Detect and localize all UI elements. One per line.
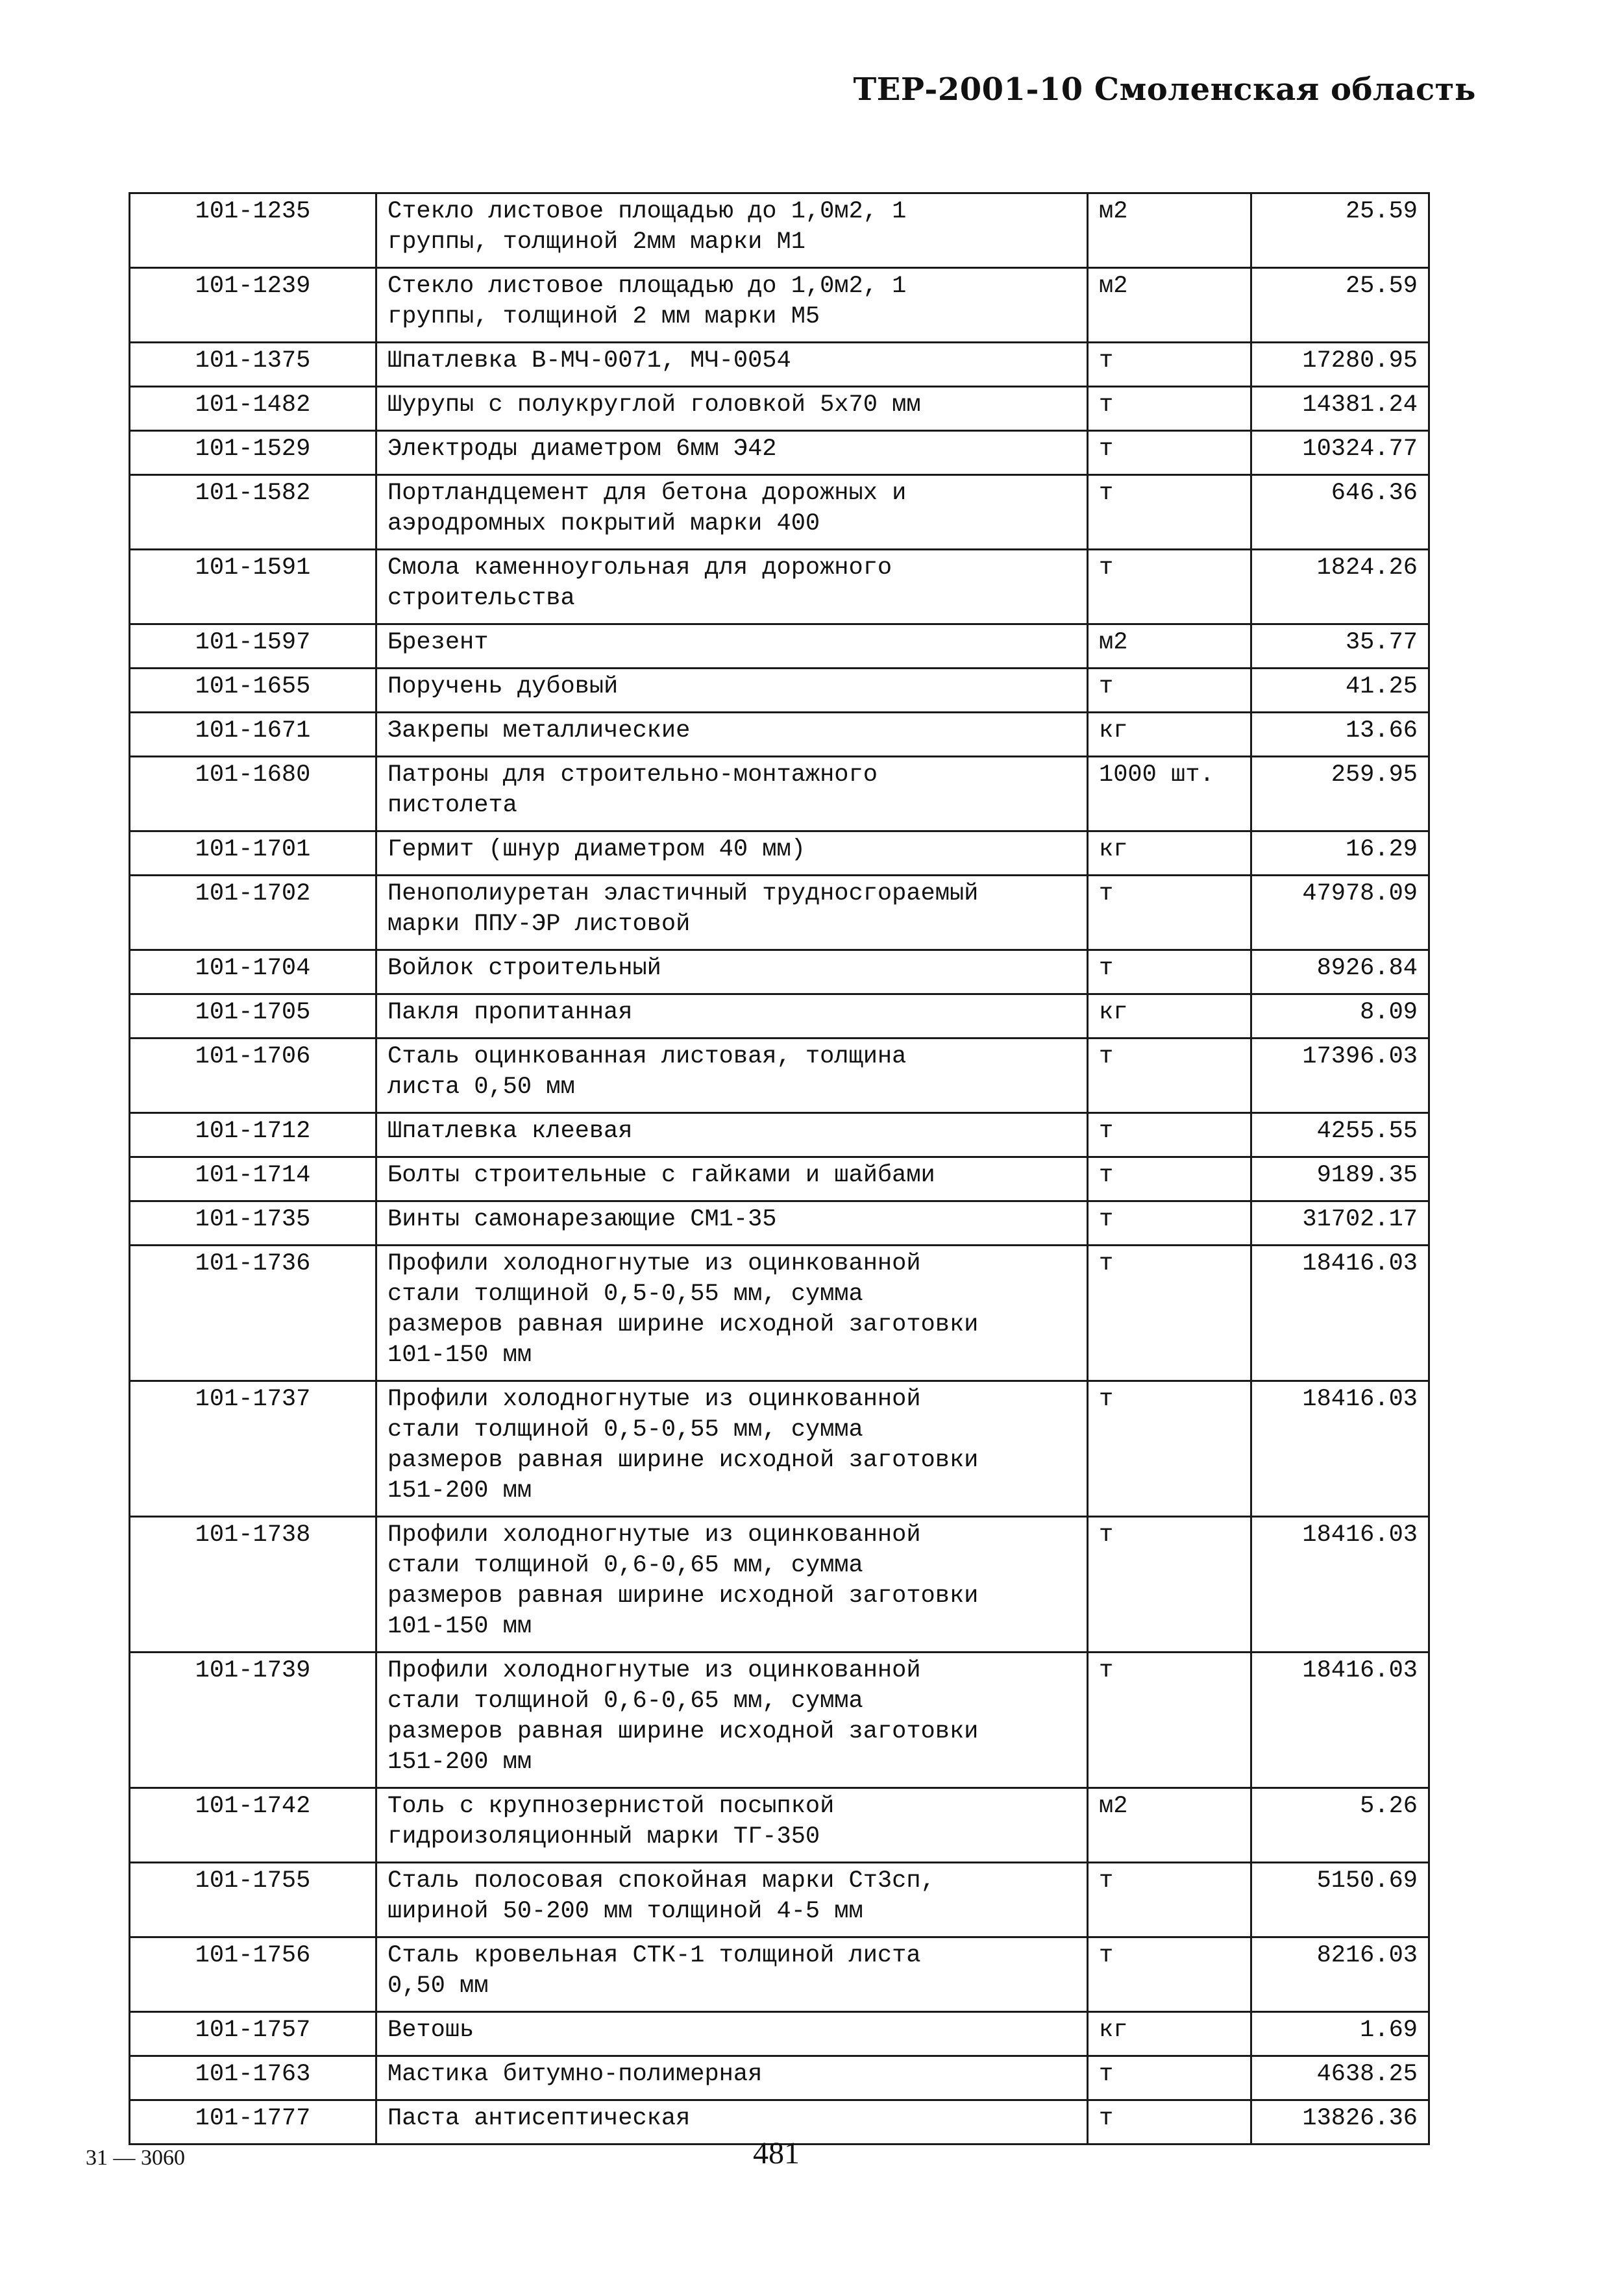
material-code: 101-1702 xyxy=(130,876,376,950)
material-name: Болты строительные с гайками и шайбами xyxy=(376,1157,1088,1201)
page-number: 481 xyxy=(753,2136,800,2170)
unit-of-measure: т xyxy=(1088,1653,1251,1788)
unit-price: 18416.03 xyxy=(1251,1381,1429,1517)
material-name: Электроды диаметром 6мм Э42 xyxy=(376,431,1088,475)
material-code: 101-1738 xyxy=(130,1517,376,1653)
material-name: Поручень дубовый xyxy=(376,669,1088,713)
table-row xyxy=(130,1788,1429,1863)
table-row xyxy=(130,950,1429,994)
unit-of-measure: т xyxy=(1088,1517,1251,1653)
material-code: 101-1235 xyxy=(130,193,376,268)
unit-of-measure: т xyxy=(1088,2056,1251,2100)
unit-of-measure: т xyxy=(1088,387,1251,431)
table-row xyxy=(130,1937,1429,2012)
unit-of-measure: м2 xyxy=(1088,268,1251,343)
unit-price: 9189.35 xyxy=(1251,1157,1429,1201)
material-name: Профили холодногнутые из оцинкованной стали толщиной 0,6-0,65 мм, сумма размеров равная ширине исходной заготовки 101-150 мм xyxy=(376,1517,1088,1653)
table-row xyxy=(130,1201,1429,1246)
unit-of-measure: кг xyxy=(1088,994,1251,1039)
material-name: Сталь оцинкованная листовая, толщина листа 0,50 мм xyxy=(376,1039,1088,1113)
material-code: 101-1742 xyxy=(130,1788,376,1863)
material-code: 101-1757 xyxy=(130,2012,376,2056)
table-row xyxy=(130,1113,1429,1157)
table-row xyxy=(130,193,1429,268)
footer-order-code: 31 — 3060 xyxy=(86,2146,185,2170)
material-name: Сталь кровельная СТК-1 толщиной листа 0,50 мм xyxy=(376,1937,1088,2012)
unit-of-measure: т xyxy=(1088,1863,1251,1937)
material-name: Шпатлевка В-МЧ-0071, МЧ-0054 xyxy=(376,343,1088,387)
material-name: Профили холодногнутые из оцинкованной стали толщиной 0,5-0,55 мм, сумма размеров равная ширине исходной заготовки 151-200 мм xyxy=(376,1381,1088,1517)
unit-price: 18416.03 xyxy=(1251,1517,1429,1653)
unit-price: 5.26 xyxy=(1251,1788,1429,1863)
material-code: 101-1704 xyxy=(130,950,376,994)
unit-of-measure: т xyxy=(1088,876,1251,950)
unit-of-measure: т xyxy=(1088,475,1251,550)
unit-price: 25.59 xyxy=(1251,268,1429,343)
material-name: Патроны для строительно-монтажного пистолета xyxy=(376,757,1088,831)
unit-price: 8216.03 xyxy=(1251,1937,1429,2012)
unit-price: 13.66 xyxy=(1251,713,1429,757)
material-code: 101-1482 xyxy=(130,387,376,431)
unit-price: 41.25 xyxy=(1251,669,1429,713)
table-row xyxy=(130,2012,1429,2056)
material-code: 101-1680 xyxy=(130,757,376,831)
unit-of-measure: кг xyxy=(1088,2012,1251,2056)
unit-of-measure: т xyxy=(1088,669,1251,713)
material-code: 101-1597 xyxy=(130,624,376,669)
material-code: 101-1736 xyxy=(130,1246,376,1381)
material-name: Профили холодногнутые из оцинкованной стали толщиной 0,6-0,65 мм, сумма размеров равная ширине исходной заготовки 151-200 мм xyxy=(376,1653,1088,1788)
material-name: Винты самонарезающие СМ1-35 xyxy=(376,1201,1088,1246)
material-code: 101-1655 xyxy=(130,669,376,713)
unit-of-measure: т xyxy=(1088,1039,1251,1113)
unit-price: 17396.03 xyxy=(1251,1039,1429,1113)
table-row xyxy=(130,624,1429,669)
unit-price: 8.09 xyxy=(1251,994,1429,1039)
unit-price: 35.77 xyxy=(1251,624,1429,669)
material-code: 101-1582 xyxy=(130,475,376,550)
material-code: 101-1737 xyxy=(130,1381,376,1517)
table-row xyxy=(130,475,1429,550)
table-row xyxy=(130,2056,1429,2100)
material-name: Портландцемент для бетона дорожных и аэродромных покрытий марки 400 xyxy=(376,475,1088,550)
unit-price: 5150.69 xyxy=(1251,1863,1429,1937)
material-name: Шпатлевка клеевая xyxy=(376,1113,1088,1157)
material-name: Гермит (шнур диаметром 40 мм) xyxy=(376,831,1088,876)
table-row xyxy=(130,994,1429,1039)
material-code: 101-1777 xyxy=(130,2100,376,2145)
material-name: Профили холодногнутые из оцинкованной стали толщиной 0,5-0,55 мм, сумма размеров равная ширине исходной заготовки 101-150 мм xyxy=(376,1246,1088,1381)
material-code: 101-1375 xyxy=(130,343,376,387)
unit-price: 18416.03 xyxy=(1251,1653,1429,1788)
unit-price: 25.59 xyxy=(1251,193,1429,268)
unit-price: 31702.17 xyxy=(1251,1201,1429,1246)
material-code: 101-1739 xyxy=(130,1653,376,1788)
unit-price: 13826.36 xyxy=(1251,2100,1429,2145)
unit-of-measure: т xyxy=(1088,1937,1251,2012)
unit-price: 47978.09 xyxy=(1251,876,1429,950)
unit-of-measure: м2 xyxy=(1088,624,1251,669)
material-code: 101-1712 xyxy=(130,1113,376,1157)
unit-price: 16.29 xyxy=(1251,831,1429,876)
unit-of-measure: м2 xyxy=(1088,1788,1251,1863)
unit-price: 14381.24 xyxy=(1251,387,1429,431)
unit-of-measure: т xyxy=(1088,1381,1251,1517)
unit-of-measure: кг xyxy=(1088,713,1251,757)
material-code: 101-1239 xyxy=(130,268,376,343)
table-row xyxy=(130,550,1429,624)
material-code: 101-1705 xyxy=(130,994,376,1039)
unit-price: 17280.95 xyxy=(1251,343,1429,387)
material-name: Стекло листовое площадью до 1,0м2, 1 группы, толщиной 2 мм марки М5 xyxy=(376,268,1088,343)
unit-of-measure: 1000 шт. xyxy=(1088,757,1251,831)
table-row xyxy=(130,1157,1429,1201)
material-name: Шурупы с полукруглой головкой 5х70 мм xyxy=(376,387,1088,431)
table-row xyxy=(130,669,1429,713)
material-code: 101-1529 xyxy=(130,431,376,475)
unit-price: 8926.84 xyxy=(1251,950,1429,994)
unit-of-measure: т xyxy=(1088,1113,1251,1157)
unit-of-measure: т xyxy=(1088,950,1251,994)
material-name: Закрепы металлические xyxy=(376,713,1088,757)
table-row xyxy=(130,387,1429,431)
table-row xyxy=(130,876,1429,950)
table-row xyxy=(130,1246,1429,1381)
unit-of-measure: т xyxy=(1088,2100,1251,2145)
table-row xyxy=(130,268,1429,343)
material-name: Пенополиуретан эластичный трудносгораемый марки ППУ-ЭР листовой xyxy=(376,876,1088,950)
unit-price: 1.69 xyxy=(1251,2012,1429,2056)
table-row xyxy=(130,431,1429,475)
material-code: 101-1755 xyxy=(130,1863,376,1937)
table-row xyxy=(130,713,1429,757)
unit-price: 18416.03 xyxy=(1251,1246,1429,1381)
unit-of-measure: т xyxy=(1088,1157,1251,1201)
unit-price: 4638.25 xyxy=(1251,2056,1429,2100)
material-name: Брезент xyxy=(376,624,1088,669)
page-title: ТЕР-2001-10 Смоленская область xyxy=(853,71,1476,108)
material-name: Войлок строительный xyxy=(376,950,1088,994)
table-row xyxy=(130,1863,1429,1937)
table-row xyxy=(130,1653,1429,1788)
material-name: Мастика битумно-полимерная xyxy=(376,2056,1088,2100)
material-code: 101-1671 xyxy=(130,713,376,757)
material-code: 101-1591 xyxy=(130,550,376,624)
material-name: Паста антисептическая xyxy=(376,2100,1088,2145)
material-name: Смола каменноугольная для дорожного строительства xyxy=(376,550,1088,624)
material-code: 101-1714 xyxy=(130,1157,376,1201)
material-name: Толь с крупнозернистой посыпкой гидроизоляционный марки ТГ-350 xyxy=(376,1788,1088,1863)
unit-of-measure: т xyxy=(1088,343,1251,387)
unit-price: 10324.77 xyxy=(1251,431,1429,475)
unit-price: 646.36 xyxy=(1251,475,1429,550)
unit-of-measure: т xyxy=(1088,1201,1251,1246)
material-code: 101-1735 xyxy=(130,1201,376,1246)
unit-of-measure: м2 xyxy=(1088,193,1251,268)
unit-price: 259.95 xyxy=(1251,757,1429,831)
price-table-body xyxy=(130,193,1429,2145)
material-code: 101-1706 xyxy=(130,1039,376,1113)
material-name: Сталь полосовая спокойная марки Ст3сп, шириной 50-200 мм толщиной 4-5 мм xyxy=(376,1863,1088,1937)
unit-of-measure: т xyxy=(1088,431,1251,475)
table-row xyxy=(130,757,1429,831)
unit-price: 1824.26 xyxy=(1251,550,1429,624)
material-name: Ветошь xyxy=(376,2012,1088,2056)
table-row xyxy=(130,1517,1429,1653)
table-row xyxy=(130,1381,1429,1517)
material-name: Стекло листовое площадью до 1,0м2, 1 группы, толщиной 2мм марки М1 xyxy=(376,193,1088,268)
unit-price: 4255.55 xyxy=(1251,1113,1429,1157)
material-name: Пакля пропитанная xyxy=(376,994,1088,1039)
table-row xyxy=(130,343,1429,387)
table-row xyxy=(130,1039,1429,1113)
unit-of-measure: т xyxy=(1088,550,1251,624)
material-code: 101-1763 xyxy=(130,2056,376,2100)
material-code: 101-1756 xyxy=(130,1937,376,2012)
material-code: 101-1701 xyxy=(130,831,376,876)
unit-of-measure: т xyxy=(1088,1246,1251,1381)
unit-of-measure: кг xyxy=(1088,831,1251,876)
table-row xyxy=(130,831,1429,876)
price-table xyxy=(129,192,1430,2145)
